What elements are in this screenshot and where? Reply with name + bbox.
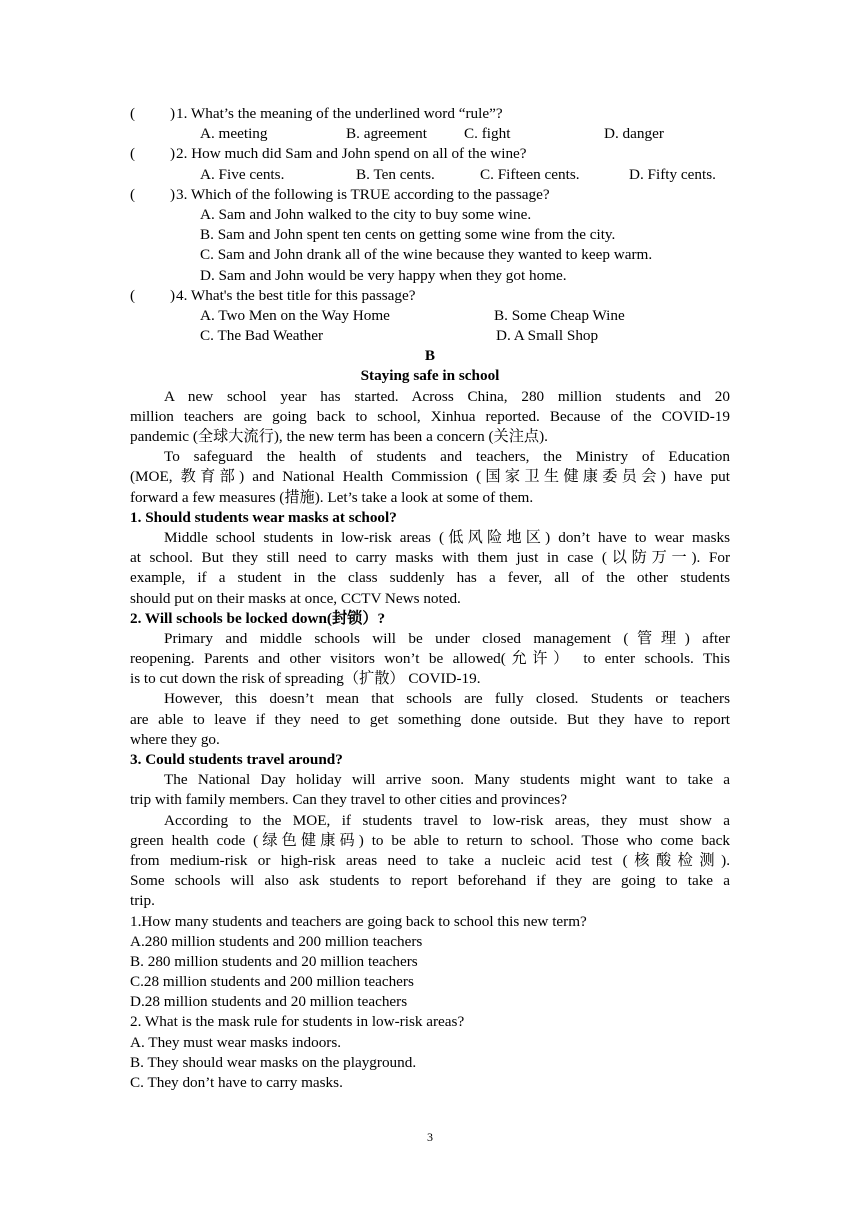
option: C. The Bad Weather [200, 327, 324, 345]
option: B. agreement [346, 125, 427, 143]
question-3-option-c [130, 245, 730, 265]
option: B. They should wear masks on the playground. [130, 1053, 417, 1071]
question-stem: 1. What’s the meaning of the underlined word “rule”? [176, 105, 503, 122]
option: D. danger [604, 125, 664, 143]
option: D. A Small Shop [496, 327, 599, 345]
question-stem: 2. What is the mask rule for students in low-risk areas? [130, 1013, 465, 1031]
passage-line: (MOE, 教育部) and National Health Commission (国家卫生健康委员会) have put [130, 468, 730, 486]
document-page [130, 104, 730, 1093]
passage-line: should put on their masks at once, CCTV News noted. [130, 589, 461, 607]
passage-line: trip. [130, 892, 155, 910]
passage-line: However, this doesn’t mean that schools are fully closed. Students or teachers [164, 690, 730, 708]
answer-blank [130, 104, 176, 124]
question-3-option-a [130, 205, 730, 225]
question-2 [130, 144, 730, 164]
option: C. Fifteen cents. [480, 165, 580, 183]
close-paren: ) [170, 145, 176, 163]
passage-line: Primary and middle schools will be under closed management (管理) after [164, 629, 730, 647]
passage-line: The National Day holiday will arrive soon. Many students might want to take a [164, 771, 730, 789]
question-3 [130, 185, 730, 205]
option: B. Ten cents. [356, 165, 435, 183]
section-letter: B [424, 347, 436, 365]
option: B. Sam and John spent ten cents on getting some wine from the city. [200, 226, 616, 244]
question-stem: 2. How much did Sam and John spend on all of the wine? [176, 145, 527, 163]
question-4-options-ab [130, 306, 730, 326]
passage-line: Middle school students in low-risk areas (低风险地区) don’t have to wear masks [164, 528, 730, 546]
passage-line: green health code (绿色健康码) to be able to return to school. Those who come back [130, 831, 730, 849]
question-2-options [130, 165, 730, 185]
option: A. Sam and John walked to the city to buy some wine. [200, 205, 532, 223]
answer-blank [130, 286, 176, 306]
option: D.28 million students and 20 million teachers [130, 993, 408, 1011]
option: C.28 million students and 200 million teachers [130, 973, 414, 991]
section-heading: 2. Will schools be locked down(封锁）? [130, 609, 386, 627]
open-paren: ( [130, 286, 136, 304]
answer-blank [130, 144, 176, 164]
option: D. Fifty cents. [629, 165, 716, 183]
answer-blank [130, 185, 176, 205]
question-stem: 3. Which of the following is TRUE according to the passage? [176, 185, 550, 203]
option: C. fight [464, 125, 511, 143]
question-stem: 4. What's the best title for this passage? [176, 286, 416, 304]
option: D. Sam and John would be very happy when they got home. [200, 266, 567, 284]
passage-line: forward a few measures (措施). Let’s take a look at some of them. [130, 488, 534, 506]
option: B. 280 million students and 20 million teachers [130, 952, 418, 970]
passage-line: at school. But they still need to carry masks with them just in case (以防万一). For [130, 549, 730, 567]
passage-title: Staying safe in school [360, 367, 500, 385]
question-3-option-d [130, 266, 730, 286]
passage-line: According to the MOE, if students travel to low-risk areas, they must show a [164, 811, 730, 829]
close-paren: ) [170, 105, 176, 122]
question-4 [130, 286, 730, 306]
option: A. Two Men on the Way Home [200, 306, 390, 324]
question-4-options-cd [130, 326, 730, 346]
section-heading: 1. Should students wear masks at school? [130, 508, 397, 526]
open-paren: ( [130, 105, 136, 122]
passage-line: trip with family members. Can they travel to other cities and provinces? [130, 791, 567, 809]
option: A. meeting [200, 125, 268, 143]
option: A. Five cents. [200, 165, 285, 183]
question-stem: 1.How many students and teachers are going back to school this new term? [130, 912, 587, 930]
passage-line: from medium-risk or high-risk areas need to take a nucleic acid test (核酸检测). [130, 851, 730, 869]
option: C. Sam and John drank all of the wine because they wanted to keep warm. [200, 246, 653, 264]
question-1-options [130, 124, 730, 144]
page-number: 3 [427, 1130, 433, 1144]
passage-line: reopening. Parents and other visitors won’t be allowed(允许） to enter schools. This [130, 650, 730, 668]
option: C. They don’t have to carry masks. [130, 1074, 343, 1091]
open-paren: ( [130, 145, 136, 163]
passage-line: example, if a student in the class suddenly has a fever, all of the other students [130, 569, 730, 587]
open-paren: ( [130, 185, 136, 203]
close-paren: ) [170, 185, 176, 203]
option: A.280 million students and 200 million teachers [130, 932, 423, 950]
question-3-option-b [130, 225, 730, 245]
passage-line: are able to leave if they need to get something done outside. But they have to report [130, 710, 730, 728]
passage-line: A new school year has started. Across China, 280 million students and 20 [164, 387, 730, 405]
passage-line: pandemic (全球大流行), the new term has been a concern (关注点). [130, 428, 548, 445]
option: B. Some Cheap Wine [494, 306, 625, 324]
passage-line: Some schools will also ask students to report beforehand if they are going to take a [130, 872, 730, 890]
section-heading: 3. Could students travel around? [130, 751, 343, 768]
close-paren: ) [170, 286, 176, 304]
question-1 [130, 104, 730, 124]
passage-line: where they go. [130, 730, 220, 748]
passage-line: To safeguard the health of students and teachers, the Ministry of Education [164, 448, 730, 466]
passage-line: is to cut down the risk of spreading（扩散） COVID-19. [130, 670, 481, 688]
passage-line: million teachers are going back to school, Xinhua reported. Because of the COVID-19 [130, 407, 730, 425]
option: A. They must wear masks indoors. [130, 1033, 342, 1051]
